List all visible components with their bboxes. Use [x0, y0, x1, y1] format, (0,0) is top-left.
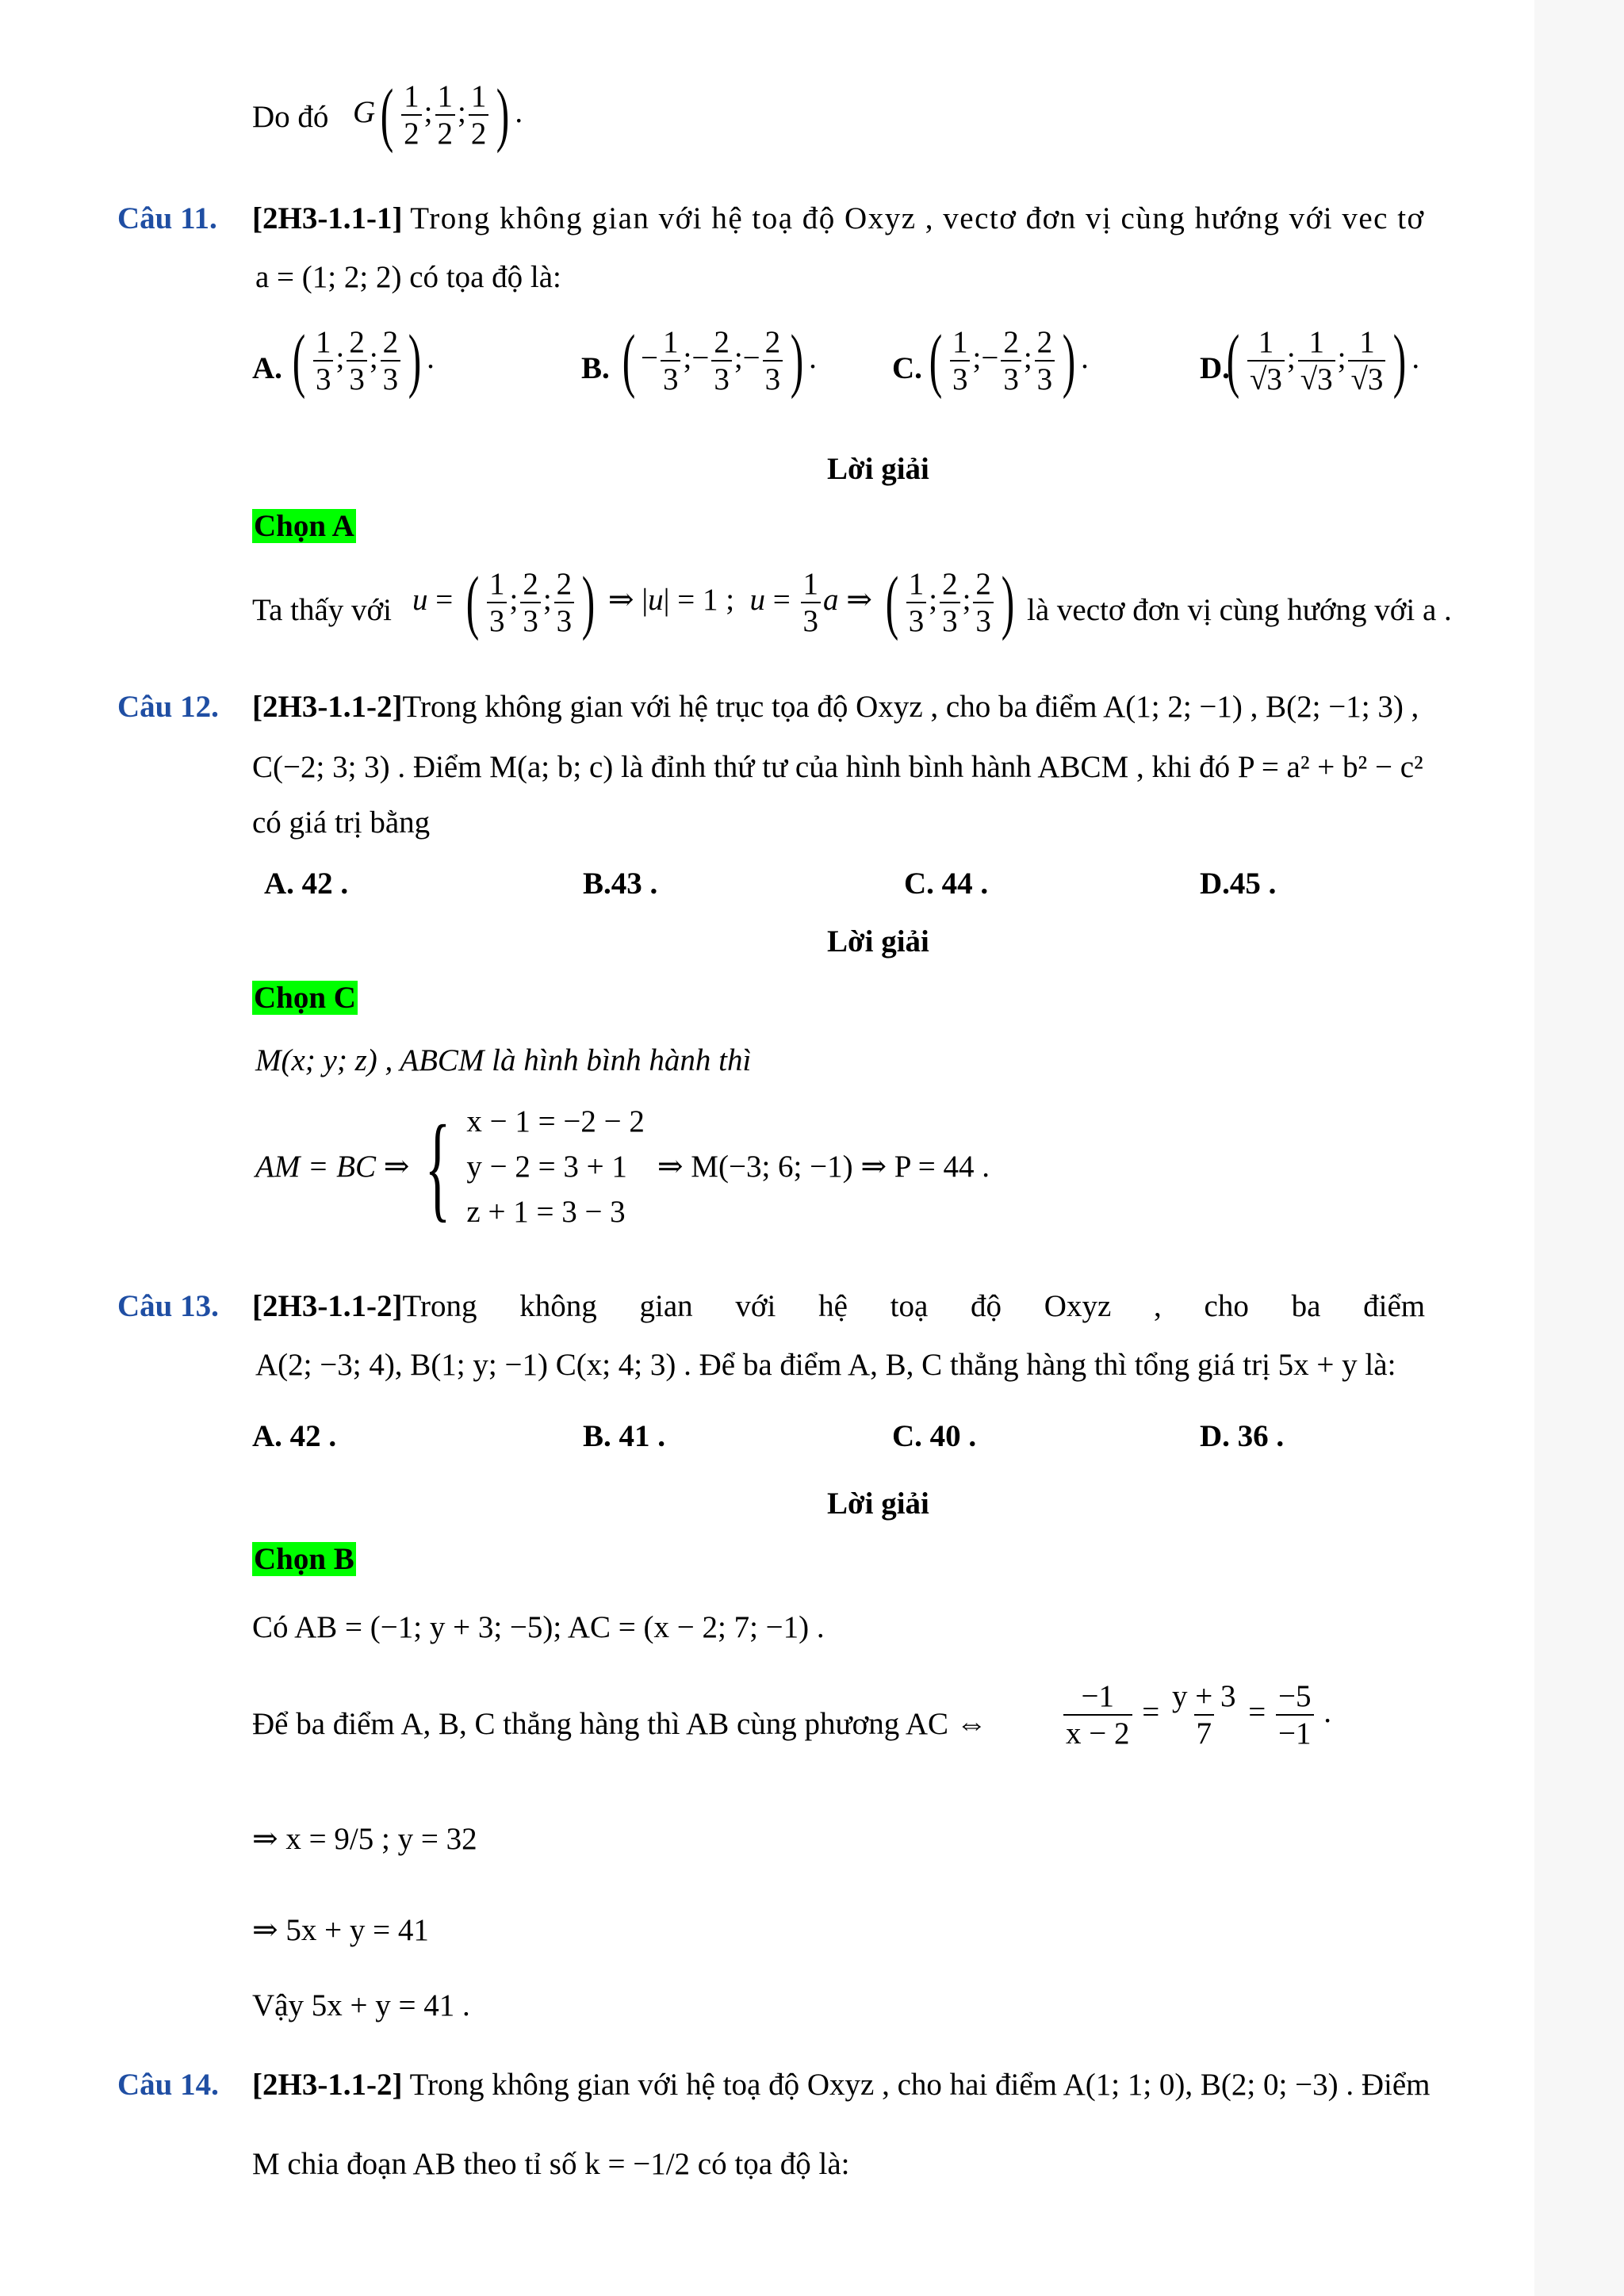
q13-label: Câu 13. [117, 1289, 219, 1323]
intro-text: Do đó [252, 100, 329, 134]
q12-sol-system: AM = BC ⇒ { x − 1 = −2 − 2 y − 2 = 3 + 1 z + 1 = 3 − 3 ⇒ M(−3; 6; −1) ⇒ P = 44 . [255, 1100, 990, 1233]
q13-sol-text3: ⇒ x = 9/5 ; y = 32 [252, 1822, 477, 1856]
q11-option-b-label: B. [581, 351, 610, 385]
page-margin-shade [1534, 0, 1624, 2296]
q12-sol-rhs: ⇒ M(−3; 6; −1) ⇒ P = 44 . [657, 1150, 990, 1184]
q14-code: [2H3-1.1-2] [252, 2068, 403, 2102]
q12-sol-lhs: AM = BC ⇒ [255, 1150, 410, 1184]
q11-option-c-value: ( $\frac{1}{3}$ ;− $\frac{2}{3}$ ; $\frac{2}{3}$ ) . [929, 321, 1089, 400]
q13-sol-text5: Vậy 5x + y = 41 . [252, 1988, 470, 2022]
q12-option-d: D.45 . [1200, 867, 1277, 901]
q12-answer: Chọn C [254, 981, 356, 1015]
q13-stem2: A(2; −3; 4), B(1; y; −1) C(x; 4; 3) . Để ba điểm A, B, C thẳng hàng thì tổng giá trị 5x + y là: [255, 1348, 1396, 1382]
q14-stem2b: có tọa độ là: [697, 2147, 850, 2181]
q11-option-b-value: ( − $\frac{1}{3}$ ;− $\frac{2}{3}$ ;− $\frac{2}{3}$ ) . [622, 321, 817, 400]
intro-formula: G( $\frac{1}{2}$ ; $\frac{1}{2}$ ; $\frac{1}{2}$ ) . [353, 75, 523, 154]
q13-option-c: C. 40 . [892, 1419, 977, 1453]
q13-solution-title: Lời giải [827, 1487, 929, 1521]
q11-option-d-label: D. [1200, 351, 1230, 385]
q11-option-a-value: ( $\frac{1}{3}$ ; $\frac{2}{3}$ ; $\frac{2}{3}$ ) . [292, 321, 435, 400]
q14-stem1: Trong không gian với hệ toạ độ Oxyz , cho hai điểm A(1; 1; 0), B(2; 0; −3) . Điểm [409, 2068, 1431, 2102]
q12-option-a: A. 42 . [264, 867, 349, 901]
q11-option-a-label: A. [252, 351, 282, 385]
q13-option-b: B. 41 . [583, 1419, 666, 1453]
q13-answer: Chọn B [254, 1542, 354, 1576]
q12-stem2: C(−2; 3; 3) . Điểm M(a; b; c) là đỉnh thứ tư của hình bình hành ABCM , khi đó P = a² + b² − c² [252, 750, 1423, 784]
q13-sol-text1: Có AB = (−1; y + 3; −5); AC = (x − 2; 7; −1) . [252, 1610, 825, 1644]
q13-option-d: D. 36 . [1200, 1419, 1285, 1453]
q12-stem1: Trong không gian với hệ trục tọa độ Oxyz , cho ba điểm A(1; 2; −1) , B(2; −1; 3) , [402, 690, 1419, 724]
q12-option-b: B.43 . [583, 867, 658, 901]
q13-stem-line1 [252, 1291, 1513, 1322]
q12-option-c: C. 44 . [904, 867, 989, 901]
q12-stem3: có giá trị bằng [252, 806, 431, 840]
q12-code: [2H3-1.1-2] [252, 690, 403, 724]
q13-sol-text2: Để ba điểm A, B, C thẳng hàng thì AB cùng phương AC ⇔ [252, 1707, 987, 1741]
q13-sol-proportion: $\frac{-1}{x - 2}$ = $\frac{y + 3}{7}$ = $\frac{-5}{-1}$ . [1061, 1681, 1331, 1749]
q14-stem2a: M chia đoạn AB theo tỉ số k = −1/2 [252, 2147, 691, 2181]
q14-stem-line1 [252, 2069, 1430, 2100]
q12-stem-line1 [252, 691, 1419, 722]
q11-solution-title: Lời giải [827, 452, 929, 486]
q11-stem2: a = (1; 2; 2) có tọa độ là: [255, 260, 561, 294]
q11-code: [2H3-1.1-1] [252, 201, 403, 235]
q12-solution-title: Lời giải [827, 924, 929, 959]
q12-eq-2: y − 2 = 3 + 1 [466, 1150, 627, 1184]
q13-option-a: A. 42 . [252, 1419, 337, 1453]
q12-sol-text1: M(x; y; z) , ABCM là hình bình hành thì [255, 1043, 752, 1077]
q13-code: [2H3-1.1-2] [252, 1289, 403, 1323]
q12-label: Câu 12. [117, 690, 219, 724]
q14-label: Câu 14. [117, 2068, 219, 2102]
q11-sol-formula: u = ( $\frac{1}{3}$ ; $\frac{2}{3}$ ; $\frac{2}{3}$ ) ⇒ |u| = 1 ; u = $\frac{1}{3}$ a ⇒ ( $\frac{1}{3}$ ; $\frac{2}{3}$ ; $\frac{2}{3}$ ) [412, 563, 1015, 641]
q11-answer: Chọn A [254, 509, 354, 543]
intro-line [252, 101, 328, 132]
q12-eq-1: x − 1 = −2 − 2 [466, 1104, 645, 1138]
q11-stem-line1 [252, 203, 1425, 234]
q11-option-d-value: ( $\frac{1}{√3}$ ; $\frac{1}{√3}$ ; $\frac{1}{√3}$ ) . [1226, 321, 1420, 400]
q14-stem-line2 [252, 2149, 849, 2179]
q11-label: Câu 11. [117, 201, 217, 235]
q12-eq-3: z + 1 = 3 − 3 [466, 1195, 626, 1229]
q11-option-c-label: C. [892, 351, 922, 385]
q13-sol-text4: ⇒ 5x + y = 41 [252, 1913, 429, 1947]
q12-sol-equations [466, 1106, 644, 1227]
q11-sol-text2: là vectơ đơn vị cùng hướng với a . [1027, 593, 1452, 627]
q11-sol-text1: Ta thấy với [252, 593, 393, 627]
q11-stem1: Trong không gian với hệ toạ độ Oxyz , vectơ đơn vị cùng hướng với vec tơ [410, 201, 1425, 235]
q13-stem1: Trong không gian với hệ toạ độ Oxyz , cho ba điểm [402, 1289, 1426, 1323]
